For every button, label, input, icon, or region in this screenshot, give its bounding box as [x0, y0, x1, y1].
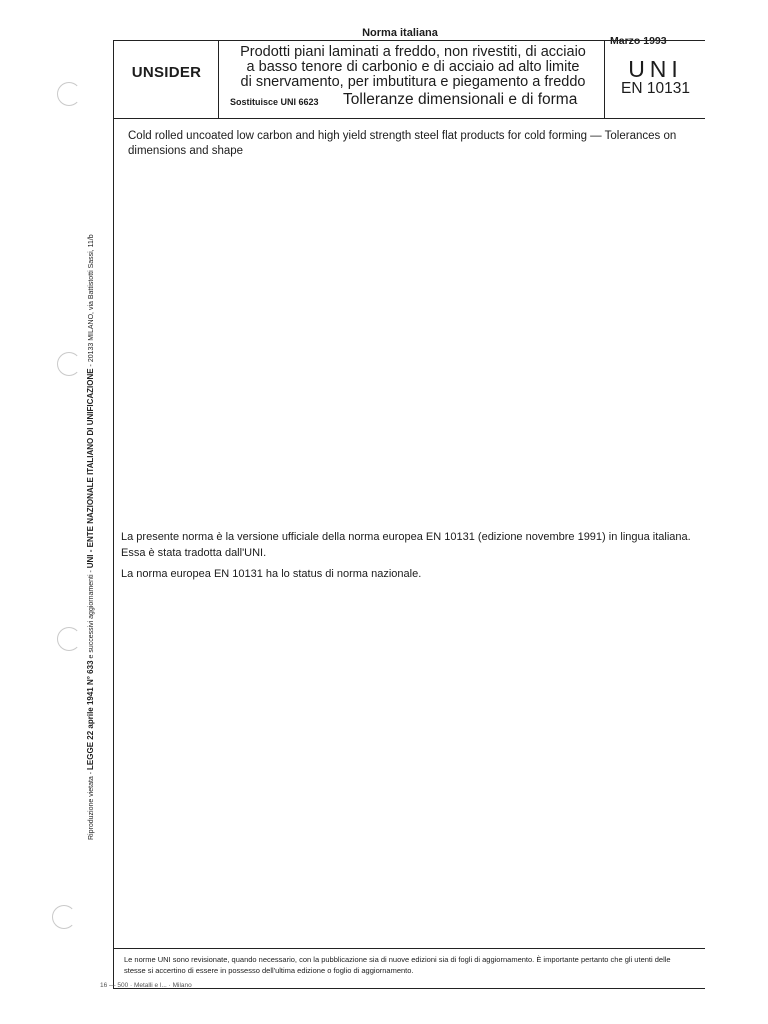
norma-label: Norma italiana [362, 27, 438, 39]
publication-date: Marzo 1993 [610, 35, 667, 47]
document-subtitle: Tolleranze dimensionali e di forma [343, 91, 578, 108]
print-code: 16 — 500 · Metalli e l... · Milano [100, 982, 192, 989]
punch-hole-mark [52, 905, 76, 929]
punch-hole-mark [57, 627, 81, 651]
publisher-name: UNSIDER [131, 64, 202, 81]
title-line-2: a basso tenore di carbonio e di acciaio ad alto limite [246, 59, 580, 75]
title-line-1: Prodotti piani laminati a freddo, non rivestiti, di acciaio [240, 44, 586, 60]
margin-address: - 20133 MILANO, via Battistotti Sassi, 11/b [88, 234, 95, 369]
standard-code: EN 10131 [621, 80, 690, 97]
english-title: Cold rolled uncoated low carbon and high yield strength steel flat products for cold forming — Tolerances on dimensions and shape [128, 130, 677, 157]
footer-rule [113, 948, 705, 949]
page-frame [113, 40, 705, 989]
copyright-margin-text [86, 234, 95, 840]
footer-notice: Le norme UNI sono revisionate, quando necessario, con la pubblicazione sia di nuove edizioni sia di fogli di aggiornamento. È importante pertanto che gli utenti delle stesse si accertino di essere in possesso dell'ultima edizione o foglio di aggiornamento. [124, 955, 671, 975]
margin-prefix: Riproduzione vietata - [88, 769, 95, 840]
header-bottom-rule [113, 118, 705, 119]
italian-note-line-2: Essa è stata tradotta dall'UNI. [121, 547, 267, 559]
punch-hole-mark [57, 82, 81, 106]
margin-org: UNI - ENTE NAZIONALE ITALIANO DI UNIFICAZIONE [86, 368, 95, 569]
italian-note-line-1: La presente norma è la versione ufficiale della norma europea EN 10131 (edizione novembre 1991) in lingua italiana. [121, 531, 691, 543]
margin-law: LEGGE 22 aprile 1941 N° 633 [86, 660, 95, 770]
standard-body: UNI [628, 56, 683, 82]
header-divider [218, 40, 219, 119]
italian-note-line-3: La norma europea EN 10131 ha lo status di norma nazionale. [121, 568, 422, 580]
punch-hole-mark [57, 352, 81, 376]
replaces-label: Sostituisce UNI 6623 [230, 97, 319, 107]
header-divider [604, 40, 605, 119]
margin-middle: e successivi aggiornamenti - [88, 568, 95, 661]
title-line-3: di snervamento, per imbutitura e piegamento a freddo [240, 74, 586, 90]
